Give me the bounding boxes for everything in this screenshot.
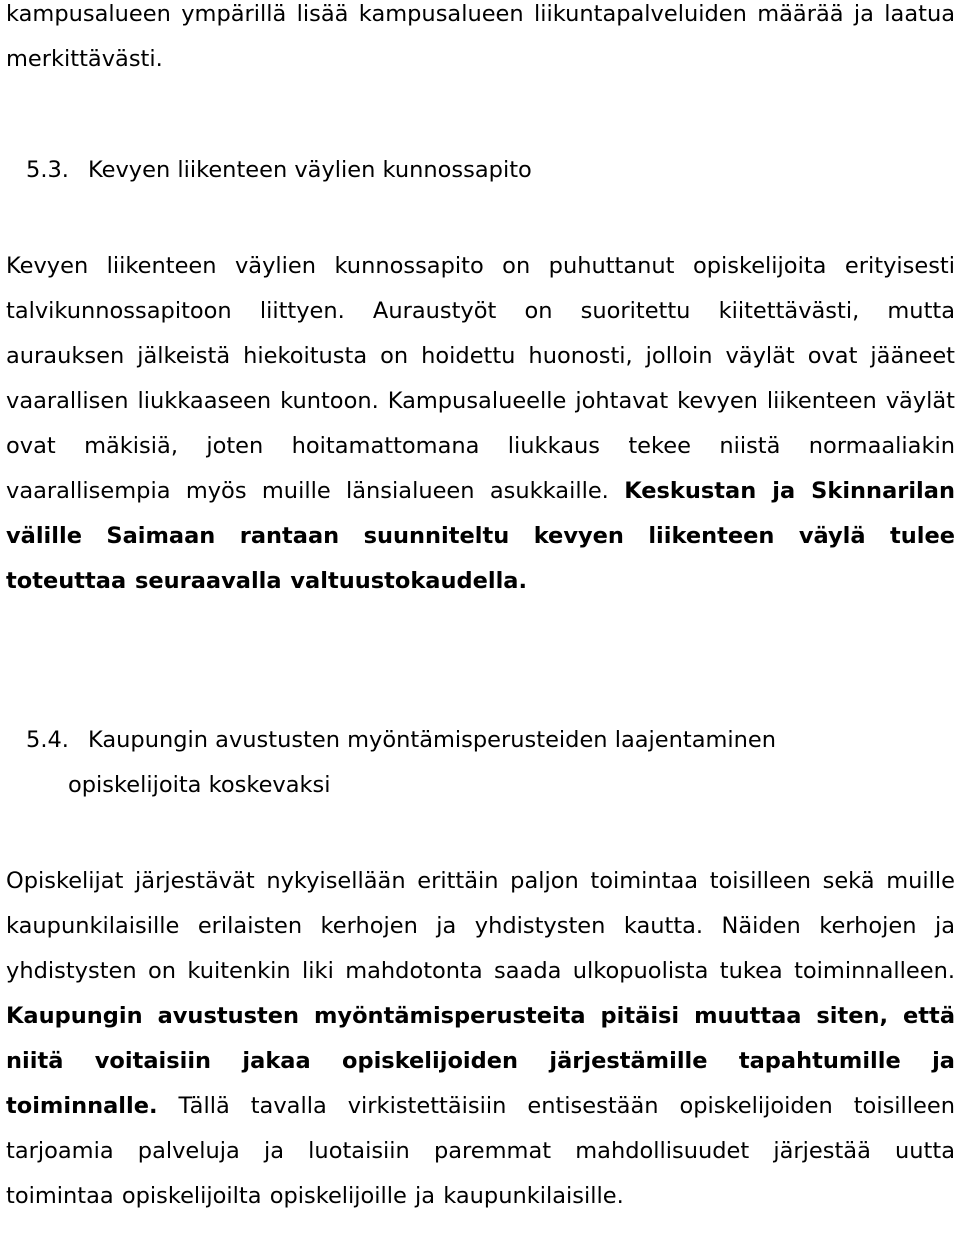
section-5-4-title-line1: Kaupungin avustusten myöntämisperusteiden laajentaminen: [88, 727, 777, 753]
section-5-3-bold-text: Keskustan ja Skinnarilan välille Saimaan rantaan suunniteltu kevyen liikenteen väylä tulee toteuttaa seuraavalla valtuustokaudella.: [6, 478, 955, 594]
section-5-3-paragraph: [6, 244, 955, 604]
section-5-3-text: Kevyen liikenteen väylien kunnossapito on puhuttanut opiskelijoita erityisesti talvikunnossapitoon liittyen. Auraustyöt on suoritettu kiitettävästi, mutta aurauksen jälkeistä hiekoitusta on hoidettu huonosti, jolloin väylät ovat jääneet vaarallisen liukkaaseen kuntoon. Kampusalueelle johtavat kevyen liikenteen väylät ovat mäkisiä, joten hoitamattomana liukkaus tekee niistä normaaliakin vaarallisempia myös muille länsialueen asukkaille.: [6, 253, 955, 504]
section-5-4-text-1: Opiskelijat järjestävät nykyisellään erittäin paljon toimintaa toisilleen sekä muille kaupunkilaisille erilaisten kerhojen ja yhdistysten kautta. Näiden kerhojen ja yhdistysten on kuitenkin liki mahdotonta saada ulkopuolista tukea toiminnalleen.: [6, 868, 955, 984]
intro-text: kampusalueen ympärillä lisää kampusalueen liikuntapalveluiden määrää ja laatua merkittävästi.: [6, 1, 955, 72]
section-5-4-paragraph: [6, 859, 955, 1219]
intro-paragraph: [6, 0, 955, 82]
section-5-4-text-2: Tällä tavalla virkistettäisiin entisestään opiskelijoiden toisilleen tarjoamia palveluja ja luotaisiin paremmat mahdollisuudet järjestää uutta toimintaa opiskelijoilta opiskelijoille ja kaupunkilaisille.: [6, 1093, 955, 1209]
section-5-4-bold-text: Kaupungin avustusten myöntämisperusteita pitäisi muuttaa siten, että niitä voitaisiin jakaa opiskelijoiden järjestämille tapahtumille ja toiminnalle.: [6, 1003, 955, 1119]
section-5-4-title-line2: opiskelijoita koskevaksi: [68, 772, 331, 798]
section-5-4-number: 5.4.: [26, 727, 69, 753]
section-5-3-title: Kevyen liikenteen väylien kunnossapito: [88, 157, 532, 183]
section-5-4-heading: [6, 718, 955, 808]
section-5-3-heading: [6, 148, 955, 193]
section-5-3-number: 5.3.: [26, 157, 69, 183]
